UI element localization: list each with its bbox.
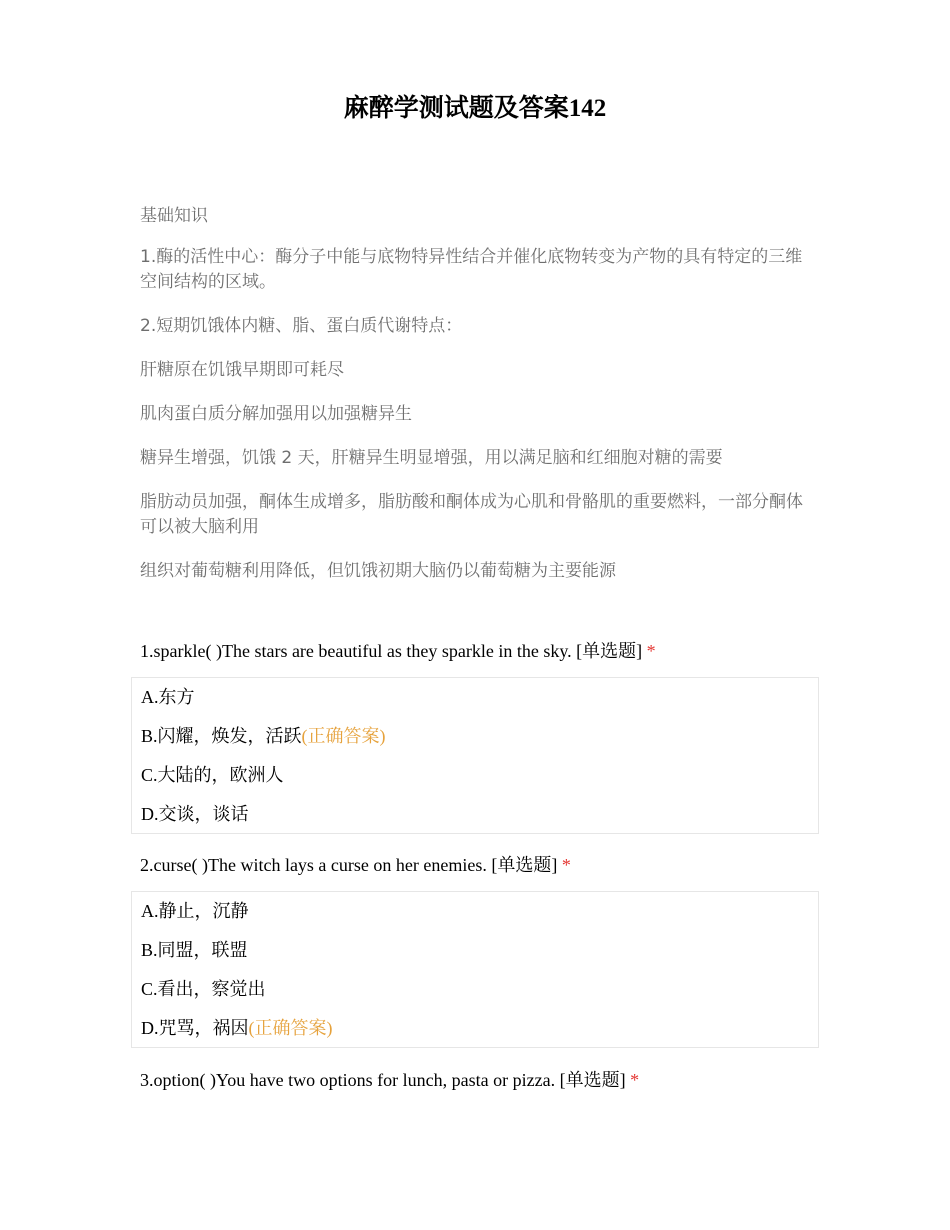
option-a[interactable]: [141, 684, 195, 710]
question-text: 2.curse( )The witch lays a curse on her enemies. [单选题]: [140, 855, 558, 875]
question-text: 1.sparkle( )The stars are beautiful as they sparkle in the sky. [单选题]: [140, 641, 643, 661]
option-label: A.东方: [141, 687, 195, 707]
required-star: *: [561, 855, 571, 875]
option-label: C.看出，察觉出: [141, 979, 266, 999]
option-label: B.闪耀，焕发，活跃: [141, 726, 302, 746]
option-d[interactable]: [141, 1015, 333, 1041]
knowledge-paragraph: 2.短期饥饿体内糖、脂、蛋白质代谢特点：: [140, 316, 463, 336]
options-box-1: [131, 677, 819, 834]
knowledge-paragraph: 脂肪动员加强，酮体生成增多，脂肪酸和酮体成为心肌和骨骼肌的重要燃料，一部分酮体可以被大脑利用: [140, 492, 803, 537]
option-c[interactable]: [141, 976, 266, 1002]
question-text: 3.option( )You have two options for lunch, pasta or pizza. [单选题]: [140, 1070, 626, 1090]
knowledge-paragraph: 组织对葡萄糖利用降低，但饥饿初期大脑仍以葡萄糖为主要能源: [140, 561, 616, 581]
knowledge-paragraph: 肝糖原在饥饿早期即可耗尽: [140, 360, 344, 380]
option-label: B.同盟，联盟: [141, 940, 248, 960]
option-label: D.咒骂，祸因: [141, 1018, 249, 1038]
option-label: A.静止，沉静: [141, 901, 249, 921]
knowledge-paragraph: 糖异生增强，饥饿 2 天，肝糖异生明显增强，用以满足脑和红细胞对糖的需要: [140, 448, 723, 468]
option-c[interactable]: [141, 762, 284, 788]
option-a[interactable]: [141, 898, 249, 924]
option-b[interactable]: [141, 723, 386, 749]
section-heading: 基础知识: [140, 206, 208, 226]
question-1: [140, 638, 830, 664]
knowledge-paragraph: 肌肉蛋白质分解加强用以加强糖异生: [140, 404, 412, 424]
options-box-2: [131, 891, 819, 1048]
option-b[interactable]: [141, 937, 248, 963]
required-star: *: [646, 641, 656, 661]
option-label: D.交谈，谈话: [141, 804, 249, 824]
question-2: [140, 852, 830, 878]
knowledge-paragraph: 1.酶的活性中心：酶分子中能与底物特异性结合并催化底物转变为产物的具有特定的三维空间结构的区域。: [140, 247, 803, 292]
knowledge-section: [140, 204, 815, 603]
correct-answer-tag: (正确答案): [301, 726, 386, 746]
question-3: [140, 1067, 830, 1093]
correct-answer-tag: (正确答案): [248, 1018, 333, 1038]
required-star: *: [630, 1070, 640, 1090]
option-label: C.大陆的，欧洲人: [141, 765, 284, 785]
page-title: 麻醉学测试题及答案142: [343, 95, 607, 122]
option-d[interactable]: [141, 801, 249, 827]
